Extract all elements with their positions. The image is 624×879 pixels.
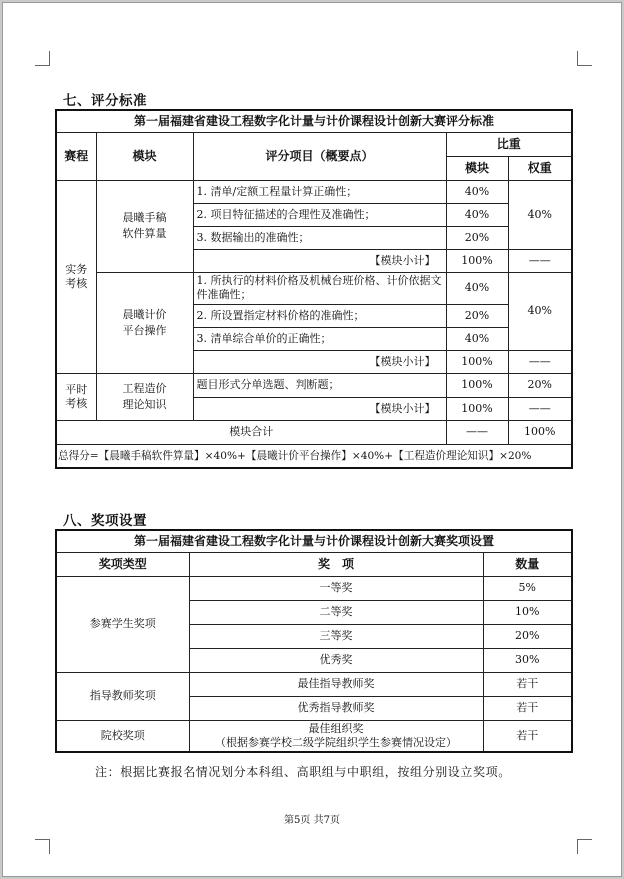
module-2-subtotal-label: 【模块小计】 <box>193 350 446 373</box>
stage-practical: 实务考核 <box>56 180 96 373</box>
section-8-heading: 八、奖项设置 <box>63 513 147 529</box>
award-sub-note: （根据参赛学校二级学院组织学生参赛情况设定） <box>215 735 457 749</box>
module-2-name: 晨曦计价平台操作 <box>96 272 193 373</box>
award-count: 若干 <box>483 696 572 720</box>
module-1-subtotal-weight: —— <box>508 249 572 272</box>
award-type-school: 院校奖项 <box>56 720 189 752</box>
total-label: 模块合计 <box>56 420 446 444</box>
award-name: 优秀奖 <box>189 648 483 672</box>
header-count: 数量 <box>483 552 572 576</box>
award-name: 三等奖 <box>189 624 483 648</box>
header-module-ratio: 模块 <box>446 156 508 180</box>
module-2-item-2: 2. 所设置指定材料价格的准确性； <box>193 304 446 327</box>
award-name-best-organization <box>189 720 483 752</box>
award-count: 若干 <box>483 672 572 696</box>
section-7-heading: 七、评分标准 <box>63 93 147 109</box>
award-count: 20% <box>483 624 572 648</box>
award-name: 最佳指导教师奖 <box>189 672 483 696</box>
module-1-item-2-ratio: 40% <box>446 203 508 226</box>
module-2-subtotal-ratio: 100% <box>446 350 508 373</box>
award-name: 优秀指导教师奖 <box>189 696 483 720</box>
module-2-weight: 40% <box>508 272 572 350</box>
module-1-item-3: 3. 数据输出的准确性； <box>193 226 446 249</box>
module-1-subtotal-ratio: 100% <box>446 249 508 272</box>
module-2-item-2-ratio: 20% <box>446 304 508 327</box>
header-criteria: 评分项目（概要点） <box>193 132 446 180</box>
award-count: 30% <box>483 648 572 672</box>
header-module: 模块 <box>96 132 193 180</box>
crop-mark <box>577 839 592 854</box>
scoring-standard-table <box>55 109 573 469</box>
stage-regular: 平时考核 <box>56 373 96 420</box>
header-ratio: 比重 <box>446 132 572 156</box>
header-award: 奖 项 <box>189 552 483 576</box>
module-3-item-1-ratio: 100% <box>446 373 508 397</box>
module-1-name: 晨曦手稿软件算量 <box>96 180 193 272</box>
page-number: 第5页 共7页 <box>284 815 340 826</box>
award-count: 5% <box>483 576 572 600</box>
crop-mark <box>35 839 50 854</box>
award-count: 10% <box>483 600 572 624</box>
module-3-subtotal-weight: —— <box>508 397 572 420</box>
module-3-item-1: 题目形式分单选题、判断题； <box>193 373 446 397</box>
awards-note: 注：根据比赛报名情况划分本科组、高职组与中职组，按组分别设立奖项。 <box>95 765 511 779</box>
award-type-student: 参赛学生奖项 <box>56 576 189 672</box>
crop-mark <box>577 51 592 66</box>
crop-mark <box>35 51 50 66</box>
header-award-type: 奖项类型 <box>56 552 189 576</box>
total-ratio: —— <box>446 420 508 444</box>
awards-table-title: 第一届福建省建设工程数字化计量与计价课程设计创新大赛奖项设置 <box>56 530 572 552</box>
module-1-item-2: 2. 项目特征描述的合理性及准确性； <box>193 203 446 226</box>
award-count: 若干 <box>483 720 572 752</box>
awards-table <box>55 529 573 753</box>
award-type-teacher: 指导教师奖项 <box>56 672 189 720</box>
module-1-item-1: 1. 清单/定额工程量计算正确性； <box>193 180 446 203</box>
module-1-item-1-ratio: 40% <box>446 180 508 203</box>
document-page <box>2 2 622 877</box>
module-3-weight: 20% <box>508 373 572 397</box>
module-2-item-1-ratio: 40% <box>446 272 508 304</box>
module-2-subtotal-weight: —— <box>508 350 572 373</box>
scoring-table-title: 第一届福建省建设工程数字化计量与计价课程设计创新大赛评分标准 <box>56 110 572 132</box>
module-1-subtotal-label: 【模块小计】 <box>193 249 446 272</box>
module-1-weight: 40% <box>508 180 572 249</box>
award-name: 最佳组织奖 <box>308 721 364 735</box>
header-weight: 权重 <box>508 156 572 180</box>
module-2-item-1: 1. 所执行的材料价格及机械台班价格、计价依据文件准确性； <box>193 272 446 304</box>
total-weight: 100% <box>508 420 572 444</box>
module-2-item-3: 3. 清单综合单价的正确性； <box>193 327 446 350</box>
award-name: 二等奖 <box>189 600 483 624</box>
module-1-item-3-ratio: 20% <box>446 226 508 249</box>
module-3-subtotal-label: 【模块小计】 <box>193 397 446 420</box>
header-stage: 赛程 <box>56 132 96 180</box>
award-name: 一等奖 <box>189 576 483 600</box>
module-2-item-3-ratio: 40% <box>446 327 508 350</box>
module-3-subtotal-ratio: 100% <box>446 397 508 420</box>
module-3-name: 工程造价理论知识 <box>96 373 193 420</box>
total-score-formula: 总得分=【晨曦手稿软件算量】×40%+【晨曦计价平台操作】×40%+【工程造价理论知识】×20% <box>56 444 572 468</box>
